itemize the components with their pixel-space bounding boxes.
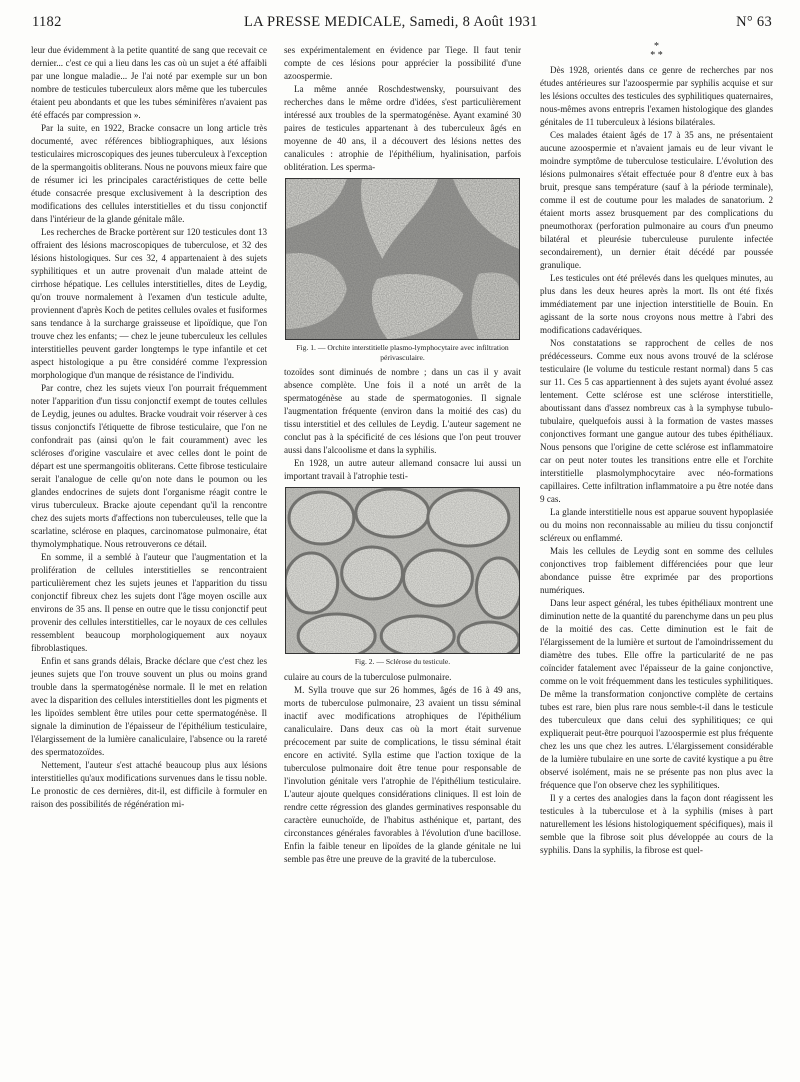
paragraph: M. Sylla trouve que sur 26 hommes, âgés de 16 à 49 ans, morts de tuberculose pulmonaire, 23 avaient un tissu séminal inactif avec modifications atrophiques de l'épithélium canaliculaire. Dans deux cas où la mort était survenue précocement par suite de complications, le tissu séminal était encore en activité. Sylla estime que l'action toxique de la tuberculose pulmonaire doit être tenue pour responsable de l'involution génitale vers l'atrophie de l'épithélium testiculaire. L'auteur ajoute quelques considérations cliniques. Il est loin de rendre cette régression des glandes germinatives responsable du caractère eunuchoïde, de l'habitus asthénique et, partant, des circonstances générales favorables à l'évolution d'une bacillose. Enfin la faible teneur en lipoïdes de la glande génitale ne lui semble pas être une preuve de la gravité de la tuberculose. [284,684,521,864]
column-middle [284,44,521,866]
paragraph: leur due évidemment à la petite quantité de sang que recevait ce dernier... c'est ce qui a lieu dans les cas où un sujet a été affaibli par une longue maladie... Je l'ai noté par exemple sur un bon nombre de testicules tuberculeux alors même que les tubercules étaient peu abondants et que les tubes séminifères n'avaient pas été effacés par compression ». [31,45,267,120]
figure-1-caption: Fig. 1. — Orchite interstitielle plasmo-lymphocytaire avec infiltration périvasculaire. [296,343,509,362]
paragraph: Les testicules ont été prélevés dans les quelques minutes, au plus dans les deux heures après la mort. Ils ont été fixés immédiatement par une injection interstitielle de Bouin. En agissant de la sorte nous croyons nous mettre à l'abri des modifications cadavériques. [540,273,773,335]
micrograph-sclerose-image [286,488,519,653]
figure-2-micrograph [285,487,520,654]
figure-1-micrograph [285,178,520,340]
page-header [32,14,772,36]
page-number: 1182 [32,14,62,30]
column-left [31,44,267,811]
issue-number: N° 63 [736,14,772,30]
paragraph: Il y a certes des analogies dans la façon dont réagissent les testicules à la tuberculose et à la syphilis (mises à part naturellement les lésions histologiquement spécifiques), mais il semble que la fibrose soit plus développée au cours de la syphilis. Dans la syphilis, la fibrose est quel- [540,793,773,855]
paragraph: Ces malades étaient âgés de 17 à 35 ans, ne présentaient aucune azoospermie et n'avaient jamais eu de leur vivant le moindre symptôme de tuberculose testiculaire. L'évolution des lésions pulmonaires s'était effectuée pour 8 d'entre eux à bas bruit, presque sans température (sauf à la période terminale), comme il est de coutume pour les malades de sanatorium. 2 étaient morts assez brusquement par des complications du pneumothorax (perforation pulmonaire au cours d'un pneumo bilatéral et pleurésie tuberculeuse purulente infectée secondairement), un dernier était décédé par poussée granulique. [540,130,773,270]
paragraph: Dans leur aspect général, les tubes épithéliaux montrent une diminution nette de la quantité du parenchyme dans un peu plus de la moitié des cas. Cette diminution est le fait de l'élargissement de la lumière et surtout de l'amoindrissement du diamètre des tubes. Elle offre la particularité de ne pas coïncider fatalement avec l'épaisseur de la gaine conjonctive, comme on le voit fréquemment dans les testicules syphilitiques. De même la transformation conjonctive complète de certains tubes est rare, bien plus rare nous semble-t-il dans le testicule des tuberculeux que dans celui des syphilitiques; ce qui expliquerait peut-être pourquoi l'azoospermie est plus fréquente chez les uns que chez les autres. L'élargissement considérable de la lumière tubulaire en une sorte de cavité kystique a pu être observé isolément, mais ne se présente pas non plus avec la fréquence que l'on observe chez les syphilitiques. [540,598,773,790]
paragraph: tozoïdes sont diminués de nombre ; dans un cas il y avait absence complète. Une fois il a noté un arrêt de la spermatogénèse au stade de spermatogonies. Il signale l'augmentation fréquente (environ dans la moitié des cas) du tissu interstitiel et des cellules de Leydig. L'auteur sagement ne conclut pas à la spécificité de ces lésions que l'on peut trouver aussi dans l'alcoolisme et dans la syphilis. [284,367,521,455]
paragraph: Dès 1928, orientés dans ce genre de recherches par nos études antérieures sur l'azoospermie par syphilis acquise et sur les lésions occultes des testicules des syphilitiques quaternaires, nous-mêmes avons entrepris l'examen histologique des glandes génitales de 11 tuberculeux à lésions bilatérales. [540,65,773,127]
paragraph: culaire au cours de la tuberculose pulmonaire. [284,671,452,682]
paragraph: Les recherches de Bracke portèrent sur 120 testicules dont 13 offraient des lésions macroscopiques de tuberculose, et 32 des lésions histologiques. Sur ces 32, 4 appartenaient à des sujets syphilitiques et un autre provenait d'un malade atteint de cirrhose hépatique. Les cellules interstitielles, dites de Leydig, qu'on trouve normalement à l'examen d'un testicule adulte, proviennent d'après Koch de petites cellules ovales et fusiformes sans tendance à la surcharge graisseuse et lipoïdique, que l'on trouve chez les enfants; — chez le jeune tuberculeux les cellules interstitielles peuvent garder longtemps le type infantile et cet aspect histologique a pu être considéré comme l'expression morphologique d'un manque de résistance de l'individu. [31,227,267,380]
column-right [540,41,773,857]
paragraph: La glande interstitielle nous est apparue souvent hypoplasiée ou du moins non reconnaissable au milieu du tissu conjonctif scléreux ou enflammé. [540,507,773,543]
journal-title: LA PRESSE MEDICALE, Samedi, 8 Août 1931 [244,14,538,30]
paragraph: Par contre, chez les sujets vieux l'on pourrait fréquemment noter l'apparition d'un tissu conjonctif exempt de toutes cellules de Leydig, jeunes ou adultes. Bracke voudrait voir réserver à ces tissus conjonctifs l'étiquette de fibrose testiculaire, que l'on ne confondrait pas (ainsi qu'on le fait couramment) avec les scléroses d'origine vasculaire et avec celles dont le point de départ est une spermangoitis obliterans. Cette fibrose testiculaire serait l'analogue de celle qu'on note dans le poumon ou les glandes endocrines de sujets dont l'organisme réagit contre le virus tuberculeux. Bracke ajoute cependant qu'il la rencontre chez des sujets morts d'affections non tuberculeuses, telle que la scarlatine, sclérose en plaques, carcinomatose pulmonaire, état thymolymphatique. Nous retrouverons ce détail. [31,383,267,549]
micrograph-orchite-image [286,179,519,339]
paragraph: En 1928, un autre auteur allemand consacre lui aussi un important travail à l'atrophie testi- [284,458,521,481]
paragraph: Enfin et sans grands délais, Bracke déclare que c'est chez les jeunes sujets que l'on trouve souvent un plus ou moins grand trouble dans la spermatogénèse normale. Il le met en relation avec la disparition des cellules interstitielles dont les pigments et les lipoïdes semblent être utiles pour cette spermatogénèse. Il signale la diminution de l'épaisseur de l'épithélium testiculaire, l'élargissement de la lumière canaliculaire, l'absence ou la rareté des spermatozoïdes. [31,656,267,757]
paragraph: La même année Roschdestwensky, poursuivant des recherches dans le même ordre d'idées, s'est particulièrement intéressé aux troubles de la spermatogénèse. Ayant examiné 30 paires de testicules appartenant à des tuberculeux âgés en moyenne de 40 ans, il a découvert des lésions nettes des canalicules : atrophie de l'épithélium, hyalinisation, parfois oblitération. Les sperma- [284,84,521,172]
paragraph: En somme, il a semblé à l'auteur que l'augmentation et la prolifération de cellules interstitielles se rencontraient particulièrement chez les sujets jeunes et l'apparition du tissu conjonctif fibreux chez les sujets dont l'âge moyen oscille aux environs de 35 ans. Il pense en outre que le tissu conjonctif peut provenir des cellules interstitielles, car le noyaux de ces cellules ressemblent beaucoup morphologiquement aux noyaux fibroblastiques. [31,552,267,653]
paragraph: Nettement, l'auteur s'est attaché beaucoup plus aux lésions interstitielles qu'aux modifications survenues dans le tissu noble. Le pronostic de ces dernières, dit-il, est difficile à formuler en raison des possibilités de régénération mi- [31,760,267,809]
paragraph: Par la suite, en 1922, Bracke consacre un long article très documenté, avec références bibliographiques, aux lésions testiculaires microscopiques des jeunes tuberculeux à l'exception de la spermangoitis obliterans. Nous ne pouvons mieux faire que de résumer ici les principales caractéristiques de cette belle étude consacrée presque exclusivement à la description des modifications des cellules interstitielles et du tissu conjonctif dans l'intérieur de la glande génitale mâle. [31,123,267,224]
paragraph: Nos constatations se rapprochent de celles de nos prédécesseurs. Comme eux nous avons trouvé de la sclérose testiculaire (le volume du testicule restant normal) dans 5 cas sur 11. Ces 5 cas appartiennent à des sujets ayant évolué assez lentement. Cette sclérose est une sclérose interstitielle, aboutissant dans d'assez nombreux cas à la symphyse tubulo-tubulaire, quelquefois aussi à la formation de vastes masses conjonctives formant une gangue autour des tubes épithéliaux. Nous pensons que l'origine de cette sclérose est inflammatoire car on peut noter toutes les transitions entre elle et l'orchite interstitielle plasmolymphocytaire avec néo-formations capillaires. Cette infiltration inflammatoire a pu être notée dans 9 cas. [540,338,773,504]
paragraph: ses expérimentalement en évidence par Tiege. Il faut tenir compte de ces lésions pour apprécier la possibilité d'une azoospermie. [284,45,521,81]
section-separator-stars: * * * [650,41,663,61]
paragraph: Mais les cellules de Leydig sont en somme des cellules conjonctives trop faiblement différenciées pour que leur abondance puisse être exprimée par des proportions numériques. [540,546,773,595]
figure-2-caption: Fig. 2. — Sclérose du testicule. [354,657,451,666]
